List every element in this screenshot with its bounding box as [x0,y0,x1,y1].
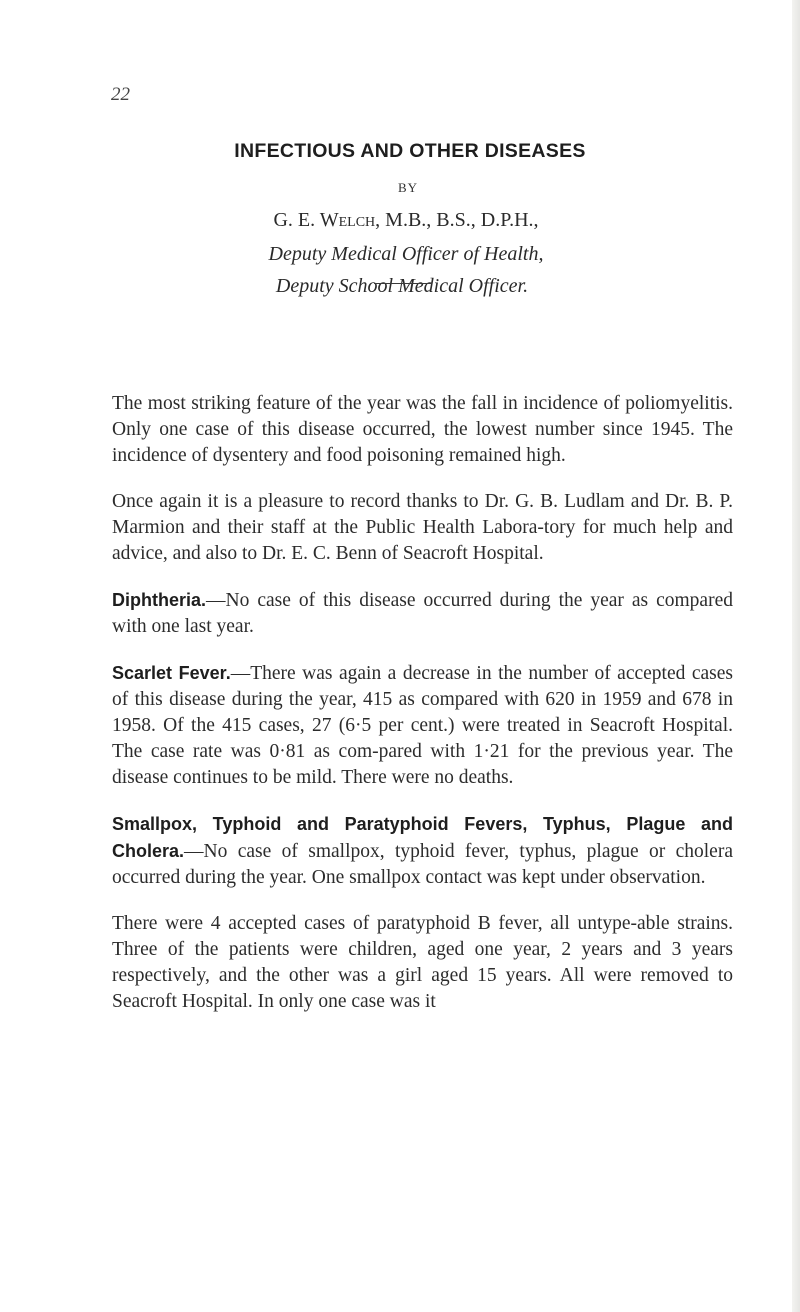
paragraph-acknowledgements [112,489,733,567]
paragraph-text: —No case of this disease occurred during the year as compared with one last year. [112,590,733,637]
report-header [0,140,800,298]
paragraph-heading: Diphtheria. [112,590,207,610]
section-divider [374,283,432,284]
paragraph-diphtheria [112,587,733,640]
paragraph-text: —There was again a decrease in the number of accepted cases of this disease during the year, 415 as compared with 620 in 1959 and 678 in 1958. Of the 415 cases, 27 (6·5 per cent.) were treated in Seacroft Hospital. The case rate was 0·81 as com-pared with 1·21 for the previous year. The disease continues to be mild. There were no deaths. [112,663,733,788]
paragraph-paratyphoid [112,911,733,1015]
author-role-2: Deputy School Medical Officer. [275,275,529,297]
paragraph-text: Once again it is a pleasure to record thanks to Dr. G. B. Ludlam and Dr. B. P. Marmion and their staff at the Public Health Labora-tory for much help and advice, and also to Dr. E. C. Benn of Seacroft Hospital. [112,491,733,564]
paragraph-smallpox-typhoid [112,811,733,891]
paragraph-text: —No case of smallpox, typhoid fever, typhus, plague or cholera occurred during the year. One smallpox contact was kept under observation. [112,841,733,888]
author-name: G. E. Welch, M.B., B.S., D.P.H., [273,209,539,231]
report-title: INFECTIOUS AND OTHER DISEASES [234,140,586,162]
page-number: 22 [111,84,130,105]
paragraph-heading: Smallpox, Typhoid and Paratyphoid Fevers, Typhus, Plague and Cholera. [112,814,733,861]
report-body [112,391,733,1035]
author-role-1: Deputy Medical Officer of Health, [268,243,544,265]
paragraph-heading: Scarlet Fever. [112,663,231,683]
paragraph-text: There were 4 accepted cases of paratyphoid B fever, all untype-able strains. Three of the patients were children, aged one year, 2 years and 3 years respectively, and the other was a girl aged 15 years. All were removed to Seacroft Hospital. In only one case was it [112,913,733,1012]
byline-label: BY [397,180,419,195]
paragraph-text: The most striking feature of the year was the fall in incidence of poliomyelitis. Only one case of this disease occurred, the lowest number since 1945. The incidence of dysentery and food poisoning remained high. [112,393,733,466]
paragraph-poliomyelitis [112,391,733,469]
paragraph-scarlet-fever [112,660,733,791]
